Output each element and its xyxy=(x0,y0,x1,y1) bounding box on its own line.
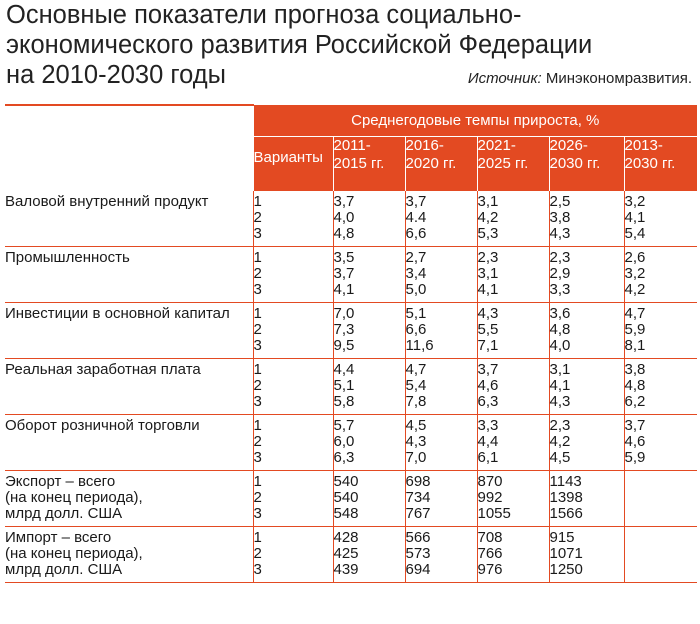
period-header-line: 2026- xyxy=(549,136,588,154)
variant-number: 2 xyxy=(253,320,262,338)
value: 4,5 xyxy=(405,416,427,434)
period-header xyxy=(549,136,624,191)
header-blank-top xyxy=(5,105,253,136)
variant-number: 3 xyxy=(253,560,262,578)
value xyxy=(625,530,698,546)
value-cell xyxy=(624,191,697,247)
period-header xyxy=(405,136,477,191)
variant-number: 2 xyxy=(253,432,262,450)
table-row xyxy=(5,470,697,526)
value: 4,7 xyxy=(624,304,646,322)
indicator-label-line: Импорт – всего xyxy=(5,528,112,546)
value: 4.4 xyxy=(405,208,427,226)
indicator-label xyxy=(5,191,253,247)
indicator-label-line: Экспорт – всего xyxy=(5,472,116,490)
value: 2,7 xyxy=(405,248,427,266)
value-cell xyxy=(333,302,405,358)
value: 3,2 xyxy=(624,192,646,210)
variant-number: 1 xyxy=(253,472,262,490)
value: 425 xyxy=(333,544,359,562)
header-row-bottom xyxy=(5,136,697,191)
value: 3,8 xyxy=(549,208,571,226)
value: 4,2 xyxy=(624,280,646,298)
variant-cell xyxy=(253,302,333,358)
indicator-label xyxy=(5,302,253,358)
period-header xyxy=(333,136,405,191)
value: 4,2 xyxy=(477,208,499,226)
variant-number: 3 xyxy=(253,392,262,410)
value: 7,3 xyxy=(333,320,355,338)
value: 3,1 xyxy=(549,360,571,378)
value-cell xyxy=(549,191,624,247)
value-cell xyxy=(405,302,477,358)
value-cell xyxy=(549,414,624,470)
value: 3,7 xyxy=(333,192,355,210)
value: 976 xyxy=(477,560,503,578)
value: 6,6 xyxy=(405,224,427,242)
value-cell xyxy=(549,246,624,302)
variant-cell xyxy=(253,191,333,247)
value: 3,5 xyxy=(333,248,355,266)
value-cell xyxy=(477,246,549,302)
value: 3,3 xyxy=(477,416,499,434)
value: 4,6 xyxy=(624,432,646,450)
value: 6,6 xyxy=(405,320,427,338)
value-cell xyxy=(333,191,405,247)
variant-number: 1 xyxy=(253,360,262,378)
value: 915 xyxy=(549,528,575,546)
value: 3,7 xyxy=(333,264,355,282)
source-value: Минэкономразвития. xyxy=(541,70,692,87)
value: 5,1 xyxy=(333,376,355,394)
value-cell xyxy=(624,302,697,358)
value: 4,8 xyxy=(624,376,646,394)
period-header-line: 2025 гг. xyxy=(477,154,529,172)
value: 2,3 xyxy=(549,248,571,266)
value-cell xyxy=(405,414,477,470)
indicator-label-line: (на конец периода), xyxy=(5,488,143,506)
value: 548 xyxy=(333,504,359,522)
variant-number: 2 xyxy=(253,208,262,226)
period-header-line: 2020 гг. xyxy=(405,154,457,172)
value: 439 xyxy=(333,560,359,578)
value: 4,4 xyxy=(477,432,499,450)
period-header-line: 2015 гг. xyxy=(333,154,385,172)
value-cell xyxy=(333,470,405,526)
variant-number: 3 xyxy=(253,448,262,466)
value-cell xyxy=(333,358,405,414)
value: 4,8 xyxy=(549,320,571,338)
value: 566 xyxy=(405,528,431,546)
period-header-line: 2013- xyxy=(624,136,663,154)
forecast-table xyxy=(5,104,697,583)
table-row xyxy=(5,414,697,470)
value: 5,8 xyxy=(333,392,355,410)
indicator-label-line: Промышленность xyxy=(5,248,130,266)
value: 734 xyxy=(405,488,431,506)
indicator-label-line: млрд долл. США xyxy=(5,504,123,522)
table-row xyxy=(5,191,697,247)
value: 1143 xyxy=(549,472,582,490)
variant-cell xyxy=(253,526,333,582)
variant-cell xyxy=(253,470,333,526)
variant-cell xyxy=(253,246,333,302)
value: 3,2 xyxy=(624,264,646,282)
value: 4,8 xyxy=(333,224,355,242)
variant-number: 2 xyxy=(253,488,262,506)
value-cell xyxy=(477,191,549,247)
variant-number: 1 xyxy=(253,304,262,322)
period-header-line: 2016- xyxy=(405,136,444,154)
variant-number: 1 xyxy=(253,528,262,546)
variant-number: 1 xyxy=(253,248,262,266)
value: 4,3 xyxy=(477,304,499,322)
value: 7,8 xyxy=(405,392,427,410)
value: 1250 xyxy=(549,560,583,578)
value: 4,0 xyxy=(549,336,571,354)
value: 5,3 xyxy=(477,224,499,242)
value: 3,7 xyxy=(477,360,499,378)
value: 5,9 xyxy=(624,448,646,466)
value: 6,3 xyxy=(477,392,499,410)
indicator-label xyxy=(5,526,253,582)
value: 4,1 xyxy=(549,376,571,394)
value: 4,1 xyxy=(333,280,355,298)
value: 573 xyxy=(405,544,431,562)
variant-cell xyxy=(253,358,333,414)
value: 2,3 xyxy=(549,416,571,434)
variants-header: Варианты xyxy=(253,136,333,191)
value: 3,7 xyxy=(405,192,427,210)
value-cell xyxy=(405,526,477,582)
variant-cell xyxy=(253,414,333,470)
value: 5,4 xyxy=(624,224,646,242)
value: 3,7 xyxy=(624,416,646,434)
period-header-line: 2030 гг. xyxy=(549,154,601,172)
value: 708 xyxy=(477,528,503,546)
value: 7,0 xyxy=(405,448,427,466)
title-line-2: экономического развития Российской Федерации xyxy=(6,31,593,59)
value: 5,1 xyxy=(405,304,427,322)
value-cell xyxy=(477,358,549,414)
indicator-label xyxy=(5,246,253,302)
value-cell xyxy=(405,191,477,247)
value: 540 xyxy=(333,488,359,506)
variant-number: 3 xyxy=(253,336,262,354)
value: 6,3 xyxy=(333,448,355,466)
value-cell xyxy=(477,526,549,582)
value: 4,0 xyxy=(333,208,355,226)
value: 6,1 xyxy=(477,448,499,466)
variant-number: 1 xyxy=(253,416,262,434)
variant-number: 3 xyxy=(253,224,262,242)
value: 7,1 xyxy=(477,336,499,354)
period-header xyxy=(624,136,697,191)
period-header-line: 2021- xyxy=(477,136,516,154)
value: 5,5 xyxy=(477,320,499,338)
value: 1071 xyxy=(549,544,583,562)
value: 4,7 xyxy=(405,360,427,378)
value-cell xyxy=(624,526,697,582)
group-header: Среднегодовые темпы прироста, % xyxy=(253,105,697,136)
table-row xyxy=(5,246,697,302)
indicator-label xyxy=(5,414,253,470)
value xyxy=(625,506,698,522)
value: 4,3 xyxy=(549,392,571,410)
value: 1398 xyxy=(549,488,583,506)
table-body xyxy=(5,191,697,583)
variant-number: 3 xyxy=(253,280,262,298)
value: 4,3 xyxy=(549,224,571,242)
value: 698 xyxy=(405,472,431,490)
source-label: Источник: xyxy=(467,70,542,87)
value: 3,4 xyxy=(405,264,427,282)
indicator-label-line: Реальная заработная плата xyxy=(5,360,201,378)
header-blank-bottom xyxy=(5,136,253,191)
value xyxy=(625,474,698,490)
value-cell xyxy=(624,358,697,414)
value-cell xyxy=(333,414,405,470)
value: 3,3 xyxy=(549,280,571,298)
value: 1566 xyxy=(549,504,583,522)
indicator-label-line: млрд долл. США xyxy=(5,560,123,578)
value: 3,1 xyxy=(477,264,499,282)
value: 766 xyxy=(477,544,503,562)
value-cell xyxy=(405,246,477,302)
value: 428 xyxy=(333,528,359,546)
variant-number: 3 xyxy=(253,504,262,522)
value-cell xyxy=(549,302,624,358)
indicator-label-line: Инвестиции в основной капитал xyxy=(5,304,230,322)
value-cell xyxy=(624,414,697,470)
value: 3,6 xyxy=(549,304,571,322)
header-row-top xyxy=(5,105,697,136)
title-line-1: Основные показатели прогноза социально- xyxy=(6,1,522,29)
value: 4,4 xyxy=(333,360,355,378)
indicator-label-line: Оборот розничной торговли xyxy=(5,416,200,434)
value: 4,2 xyxy=(549,432,571,450)
value xyxy=(625,490,698,506)
value: 5,0 xyxy=(405,280,427,298)
period-header-line: 2030 гг. xyxy=(624,154,676,172)
value xyxy=(625,562,698,578)
variant-number: 2 xyxy=(253,376,262,394)
value-cell xyxy=(333,246,405,302)
value: 2,9 xyxy=(549,264,571,282)
value-cell xyxy=(477,302,549,358)
value: 5,4 xyxy=(405,376,427,394)
period-header-line: 2011- xyxy=(333,136,371,154)
value-cell xyxy=(405,470,477,526)
indicator-label xyxy=(5,470,253,526)
value-cell xyxy=(549,526,624,582)
value: 3,1 xyxy=(477,192,499,210)
value xyxy=(625,546,698,562)
value: 6,0 xyxy=(333,432,355,450)
value: 2,3 xyxy=(477,248,499,266)
table-row xyxy=(5,526,697,582)
value: 992 xyxy=(477,488,503,506)
value: 7,0 xyxy=(333,304,355,322)
indicator-label xyxy=(5,358,253,414)
value: 4,3 xyxy=(405,432,427,450)
value-cell xyxy=(549,470,624,526)
value: 4,1 xyxy=(477,280,499,298)
value: 5,9 xyxy=(624,320,646,338)
value: 694 xyxy=(405,560,431,578)
value: 767 xyxy=(405,504,431,522)
value: 870 xyxy=(477,472,503,490)
value-cell xyxy=(624,470,697,526)
indicator-label-line: (на конец периода), xyxy=(5,544,143,562)
variant-number: 2 xyxy=(253,544,262,562)
value: 11,6 xyxy=(405,336,434,354)
variant-number: 1 xyxy=(253,192,262,210)
value-cell xyxy=(549,358,624,414)
value: 6,2 xyxy=(624,392,646,410)
value: 540 xyxy=(333,472,359,490)
period-header xyxy=(477,136,549,191)
value-cell xyxy=(624,246,697,302)
value: 4,1 xyxy=(624,208,646,226)
value-cell xyxy=(477,414,549,470)
value: 3,8 xyxy=(624,360,646,378)
value: 8,1 xyxy=(624,336,646,354)
value-cell xyxy=(405,358,477,414)
value: 2,5 xyxy=(549,192,571,210)
value-cell xyxy=(477,470,549,526)
value: 1055 xyxy=(477,504,511,522)
value: 4,5 xyxy=(549,448,571,466)
value-cell xyxy=(333,526,405,582)
title-line-3: на 2010-2030 годы xyxy=(6,61,226,89)
table-row xyxy=(5,302,697,358)
indicator-label-line: Валовой внутренний продукт xyxy=(5,192,209,210)
value: 5,7 xyxy=(333,416,355,434)
source-note xyxy=(468,70,692,87)
variant-number: 2 xyxy=(253,264,262,282)
value: 2,6 xyxy=(624,248,646,266)
value: 4,6 xyxy=(477,376,499,394)
table-row xyxy=(5,358,697,414)
value: 9,5 xyxy=(333,336,355,354)
